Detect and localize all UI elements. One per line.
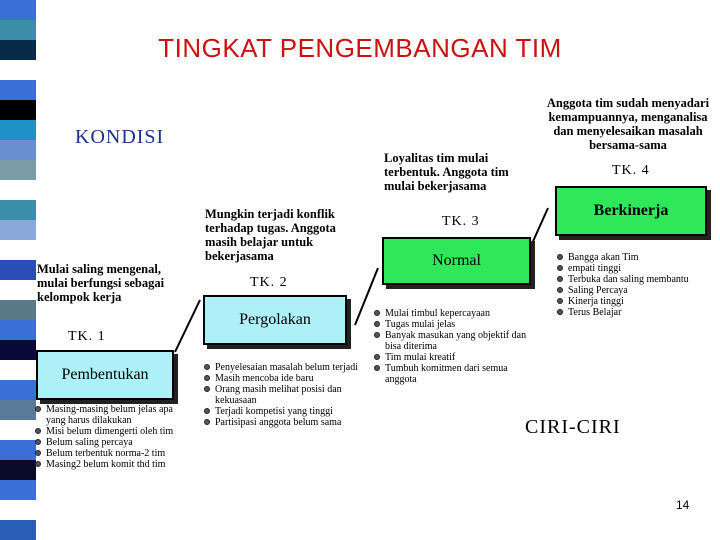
stage2-condition: Mungkin terjadi konflik terhadap tugas. Anggota masih belajar untuk bekerjasama [205, 207, 336, 263]
bullet-icon [374, 310, 380, 316]
arrow-tk1-to-tk2 [175, 300, 200, 352]
list-item: Tumbuh komitmen dari semua anggota [374, 363, 534, 385]
list-item: Tim mulai kreatif [374, 352, 534, 363]
list-item: Tugas mulai jelas [374, 319, 534, 330]
arrow-tk3-to-tk4 [530, 208, 548, 248]
list-item: Banyak masukan yang objektif dan bisa diterima [374, 330, 534, 352]
list-item: Penyelesaian masalah belum terjadi [204, 362, 359, 373]
list-item: Misi belum dimengerti oleh tim [35, 426, 180, 437]
bullet-icon [35, 428, 41, 434]
bullet-icon [204, 364, 210, 370]
bullet-icon [35, 461, 41, 467]
list-item: Belum terbentuk norma-2 tim [35, 448, 180, 459]
list-item: Kinerja tinggi [557, 296, 707, 307]
bullet-icon [204, 419, 210, 425]
list-item: Belum saling percaya [35, 437, 180, 448]
stage4-tk-label: TK. 4 [612, 163, 650, 178]
stage3-condition: Loyalitas tim mulai terbentuk. Anggota tim mulai bekerjasama [384, 151, 509, 193]
list-item: Terjadi kompetisi yang tinggi [204, 406, 359, 417]
ciri-ciri-heading: CIRI-CIRI [525, 416, 621, 438]
list-item: empati tinggi [557, 263, 707, 274]
bullet-icon [204, 408, 210, 414]
stage1-condition: Mulai saling mengenal, mulai berfungsi sebagai kelompok kerja [37, 262, 165, 304]
stage2-name: Pergolakan [239, 311, 311, 328]
bullet-icon [204, 375, 210, 381]
list-item: Orang masih melihat posisi dan kekuasaan [204, 384, 359, 406]
stage4-box [555, 186, 707, 236]
bullet-icon [374, 332, 380, 338]
kondisi-heading: KONDISI [75, 126, 165, 148]
bullet-icon [35, 450, 41, 456]
list-item: Mulai timbul kepercayaan [374, 308, 534, 319]
bullet-icon [557, 298, 563, 304]
bullet-icon [374, 354, 380, 360]
stage2-box [203, 295, 347, 345]
page-number: 14 [676, 498, 690, 512]
stage1-tk-label: TK. 1 [68, 329, 106, 344]
stage1-box [36, 350, 174, 400]
stage1-characteristics [35, 404, 180, 470]
stage3-characteristics [374, 308, 534, 385]
list-item: Bangga akan Tim [557, 252, 707, 263]
stage4-condition: Anggota tim sudah menyadari kemampuannya, menganalisa dan menyelesaikan masalah bersama-sama [546, 96, 710, 152]
stage2-tk-label: TK. 2 [250, 275, 288, 290]
list-item: Masing-masing belum jelas apa yang harus dilakukan [35, 404, 180, 426]
bullet-icon [35, 406, 41, 412]
list-item: Masing2 belum komit thd tim [35, 459, 180, 470]
bullet-icon [557, 265, 563, 271]
list-item: Saling Percaya [557, 285, 707, 296]
bullet-icon [557, 287, 563, 293]
stage3-name: Normal [432, 252, 481, 269]
list-item: Terbuka dan saling membantu [557, 274, 707, 285]
bullet-icon [204, 386, 210, 392]
stage4-name: Berkinerja [593, 202, 669, 219]
bullet-icon [557, 309, 563, 315]
stage1-name: Pembentukan [61, 366, 149, 383]
page-title: TINGKAT PENGEMBANGAN TIM [158, 33, 562, 63]
list-item: Partisipasi anggota belum sama [204, 417, 359, 428]
bullet-icon [557, 254, 563, 260]
stage3-tk-label: TK. 3 [442, 214, 480, 229]
bullet-icon [557, 276, 563, 282]
bullet-icon [35, 439, 41, 445]
stage4-characteristics [557, 252, 707, 318]
bullet-icon [374, 365, 380, 371]
stage3-box [382, 237, 531, 285]
list-item: Terus Belajar [557, 307, 707, 318]
bullet-icon [374, 321, 380, 327]
list-item: Masih mencoba ide baru [204, 373, 359, 384]
stage2-characteristics [204, 362, 359, 428]
